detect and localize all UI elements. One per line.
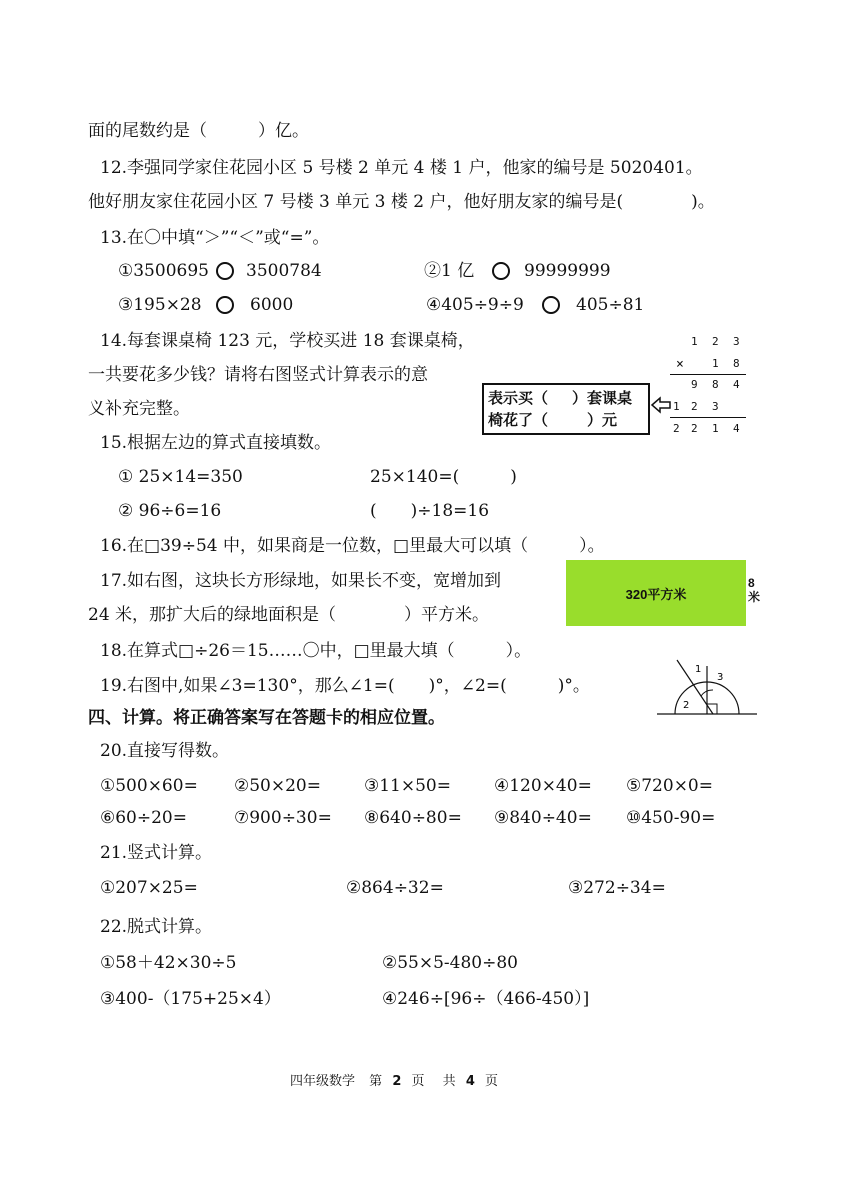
left-arrow-icon xyxy=(650,395,672,415)
continued-line: 面的尾数约是（ ）亿。 xyxy=(88,121,309,141)
angle-2-label: 2 xyxy=(683,700,690,711)
q13-c-left: ③195×28 xyxy=(118,295,202,315)
q15-a-left: ① 25×14=350 xyxy=(118,467,243,487)
question-12-line-2: 他好朋友家住花园小区 7 号楼 3 单元 3 楼 2 户，他好朋友家的编号是( )。 xyxy=(88,192,715,212)
page-footer xyxy=(290,1070,498,1089)
q22-item: ①58＋42×30÷5 xyxy=(100,953,237,973)
vc-digit: 9 xyxy=(691,378,698,391)
question-19: 19.右图中,如果∠3=130°，那么∠1=( )°，∠2=( )°。 xyxy=(100,676,590,696)
vc-digit: 1 xyxy=(712,422,719,435)
q21-item: ②864÷32= xyxy=(346,878,444,898)
question-16: 16.在□39÷54 中，如果商是一位数，□里最大可以填（ ）。 xyxy=(100,536,605,556)
q20-item: ⑦900÷30= xyxy=(234,808,332,828)
question-18: 18.在算式□÷26＝15……〇中，□里最大填（ ）。 xyxy=(100,641,532,661)
vc-digit: 8 xyxy=(733,357,740,370)
vc-digit: 2 xyxy=(673,422,680,435)
footer-total-number: 4 xyxy=(465,1074,475,1089)
compare-circle-a[interactable] xyxy=(216,262,234,280)
vc-digit: 1 xyxy=(691,335,698,348)
width-label xyxy=(748,576,760,604)
vc-digit: 3 xyxy=(712,400,719,413)
q20-item: ⑥60÷20= xyxy=(100,808,187,828)
footer-page-prefix: 第 xyxy=(369,1074,383,1089)
q15-b-left: ② 96÷6=16 xyxy=(118,501,222,521)
vc-digit: 1 xyxy=(673,400,680,413)
calc-meaning-line-2: 椅花了（ ）元 xyxy=(488,411,618,429)
question-14-line-2: 一共要花多少钱？请将右图竖式计算表示的意 xyxy=(88,365,428,385)
q20-item: ⑨840÷40= xyxy=(494,808,592,828)
compare-circle-b[interactable] xyxy=(492,262,510,280)
vc-digit: 2 xyxy=(691,400,698,413)
q13-b-left: ②1 亿 xyxy=(424,261,475,281)
q15-a-right: 25×140=( ) xyxy=(370,467,517,487)
q20-item: ⑧640÷80= xyxy=(364,808,462,828)
q20-item: ②50×20= xyxy=(234,776,321,796)
question-21-title: 21.竖式计算。 xyxy=(100,843,213,863)
q20-item: ⑤720×0= xyxy=(626,776,713,796)
footer-page-number: 2 xyxy=(392,1074,402,1089)
footer-total-unit: 页 xyxy=(485,1074,499,1089)
q20-item: ①500×60= xyxy=(100,776,198,796)
green-field-rectangle xyxy=(566,560,746,626)
question-20-title: 20.直接写得数。 xyxy=(100,741,230,761)
q13-a-right: 3500784 xyxy=(246,261,322,281)
q15-b-right: ( )÷18=16 xyxy=(370,501,490,521)
vc-digit: 3 xyxy=(733,335,740,348)
compare-circle-d[interactable] xyxy=(542,296,560,314)
vc-digit: 4 xyxy=(733,422,740,435)
footer-page-unit: 页 xyxy=(411,1074,425,1089)
question-22-title: 22.脱式计算。 xyxy=(100,917,213,937)
question-13-title: 13.在〇中填“＞”“＜”或“=”。 xyxy=(100,228,330,248)
footer-subject: 四年级数学 xyxy=(290,1074,356,1089)
question-14-line-3: 义补充完整。 xyxy=(88,399,190,419)
q13-c-right: 6000 xyxy=(250,295,294,315)
q20-item: ④120×40= xyxy=(494,776,592,796)
vc-digit: 1 xyxy=(712,357,719,370)
q20-item: ③11×50= xyxy=(364,776,451,796)
question-15-title: 15.根据左边的算式直接填数。 xyxy=(100,433,332,453)
q13-d-right: 405÷81 xyxy=(576,295,645,315)
q21-item: ①207×25= xyxy=(100,878,198,898)
calc-meaning-box xyxy=(482,383,650,435)
section-4-heading: 四、计算。将正确答案写在答题卡的相应位置。 xyxy=(88,708,445,728)
footer-total-prefix: 共 xyxy=(442,1074,456,1089)
q20-item: ⑩450-90= xyxy=(626,808,716,828)
q22-item: ④246÷[96÷（466-450）] xyxy=(382,989,590,1009)
vc-digit: 8 xyxy=(712,378,719,391)
angle-diagram xyxy=(655,656,761,718)
width-unit: 米 xyxy=(748,590,761,604)
vc-digit: 2 xyxy=(691,422,698,435)
vc-digit: 2 xyxy=(712,335,719,348)
width-value: 8 xyxy=(748,576,755,590)
vc-divider-1 xyxy=(670,374,746,375)
vc-digit: 4 xyxy=(733,378,740,391)
question-17-line-2: 24 米，那扩大后的绿地面积是（ ）平方米。 xyxy=(88,605,490,625)
area-label: 320平方米 xyxy=(625,586,687,602)
q22-item: ②55×5-480÷80 xyxy=(382,953,518,973)
q13-d-left: ④405÷9÷9 xyxy=(426,295,524,315)
q13-b-right: 99999999 xyxy=(524,261,611,281)
q22-item: ③400-（175+25×4） xyxy=(100,989,281,1009)
q21-item: ③272÷34= xyxy=(568,878,666,898)
angle-3-label: 3 xyxy=(717,672,724,683)
compare-circle-c[interactable] xyxy=(216,296,234,314)
vc-times-sign: × xyxy=(676,357,684,372)
question-14-line-1: 14.每套课桌椅 123 元，学校买进 18 套课桌椅， xyxy=(100,331,475,351)
calc-meaning-line-1: 表示买（ ）套课桌 xyxy=(488,389,633,407)
q13-a-left: ①3500695 xyxy=(118,261,209,281)
question-12-line-1: 12.李强同学家住花园小区 5 号楼 2 单元 4 楼 1 户，他家的编号是 5020401。 xyxy=(100,158,703,178)
angle-1-label: 1 xyxy=(695,664,702,675)
vc-divider-2 xyxy=(670,417,746,418)
question-17-line-1: 17.如右图，这块长方形绿地，如果长不变，宽增加到 xyxy=(100,571,502,591)
